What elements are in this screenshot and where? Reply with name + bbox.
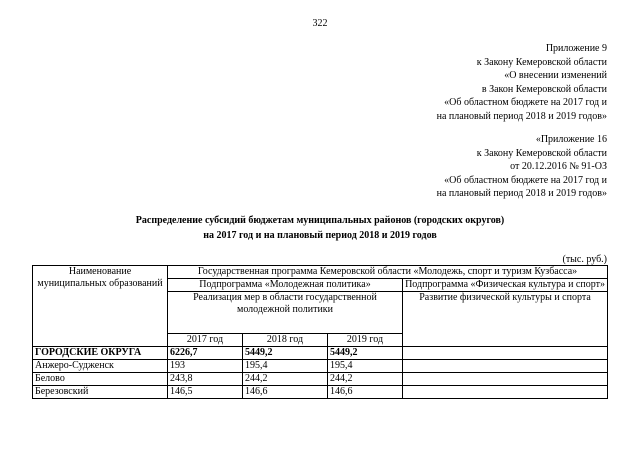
unit-label: (тыс. руб.) — [562, 254, 607, 265]
appendix-line: на плановый период 2018 и 2019 годов» — [436, 110, 607, 122]
appendix-line: «Об областном бюджете на 2017 год и — [444, 97, 607, 109]
value-2017: 146,5 — [168, 386, 243, 399]
value-2018: 195,4 — [243, 360, 328, 373]
title-line-1: Распределение субсидий бюджетам муниципальных районов (городских округов) — [135, 215, 505, 226]
year-header: 2019 год — [328, 334, 403, 347]
value-2017: 243,8 — [168, 373, 243, 386]
value-2019: 146,6 — [328, 386, 403, 399]
page-number: 322 — [312, 18, 328, 29]
value-2019: 5449,2 — [328, 347, 403, 360]
appendix-line: от 20.12.2016 № 91-ОЗ — [510, 161, 607, 173]
appendix-line: «Об областном бюджете на 2017 год и — [444, 174, 607, 186]
municipality-name: Белово — [33, 373, 168, 386]
value-sport — [403, 360, 608, 373]
value-sport — [403, 347, 608, 360]
value-2019: 195,4 — [328, 360, 403, 373]
year-header: 2017 год — [168, 334, 243, 347]
appendix-line: к Закону Кемеровской области — [476, 147, 607, 159]
municipality-name: ГОРОДСКИЕ ОКРУГА — [33, 347, 168, 360]
subprogram-sport-header: Подпрограмма «Физическая культура и спорт» — [403, 279, 608, 292]
value-2018: 244,2 — [243, 373, 328, 386]
table-row — [33, 386, 608, 399]
appendix-line: «Приложение 16 — [535, 134, 607, 145]
table-row — [33, 347, 608, 360]
value-2018: 146,6 — [243, 386, 328, 399]
activity-youth-header: Реализация мер в области государственной молодежной политики — [168, 292, 403, 334]
value-2019: 244,2 — [328, 373, 403, 386]
subprogram-youth-header: Подпрограмма «Молодежная политика» — [168, 279, 403, 292]
municipality-name: Анжеро-Судженск — [33, 360, 168, 373]
document-title — [0, 213, 640, 243]
appendix-9-heading — [437, 42, 607, 124]
appendix-line: Приложение 9 — [545, 43, 607, 54]
name-column-header: Наименование муниципальных образований — [33, 266, 168, 347]
appendix-line: в Закон Кемеровской области — [481, 83, 607, 95]
value-2017: 193 — [168, 360, 243, 373]
appendix-16-heading — [437, 133, 607, 201]
table-row — [33, 360, 608, 373]
value-2017: 6226,7 — [168, 347, 243, 360]
appendix-line: к Закону Кемеровской области — [476, 56, 607, 68]
value-sport — [403, 373, 608, 386]
appendix-line: на плановый период 2018 и 2019 годов» — [436, 188, 607, 200]
table-row — [33, 373, 608, 386]
program-header: Государственная программа Кемеровской области «Молодежь, спорт и туризм Кузбасса» — [168, 266, 608, 279]
municipality-name: Березовский — [33, 386, 168, 399]
title-line-2: на 2017 год и на плановый период 2018 и 2019 годов — [203, 230, 437, 241]
activity-sport-header: Развитие физической культуры и спорта — [403, 292, 608, 347]
appendix-line: «О внесении изменений — [504, 70, 607, 82]
value-2018: 5449,2 — [243, 347, 328, 360]
year-header: 2018 год — [243, 334, 328, 347]
table-header-row — [33, 266, 608, 279]
value-sport — [403, 386, 608, 399]
subsidies-table — [32, 265, 608, 399]
